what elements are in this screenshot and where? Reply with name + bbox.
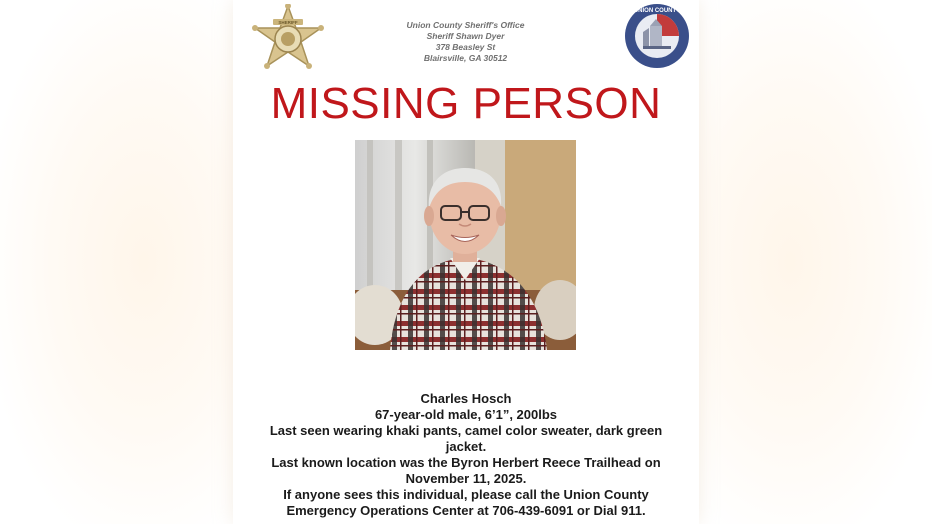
headline: MISSING PERSON <box>270 79 662 128</box>
missing-person-photo <box>355 140 576 350</box>
person-description: 67-year-old male, 6’1”, 200lbs <box>374 407 558 422</box>
background-right <box>696 0 932 524</box>
badge-text: SHERIFF <box>278 20 298 25</box>
background-left <box>0 0 240 524</box>
sheriff-star-badge-icon <box>251 4 325 76</box>
missing-person-poster <box>233 0 699 524</box>
clothing-line-2: jacket. <box>445 439 487 454</box>
union-county-seal-icon <box>623 2 691 70</box>
office-info <box>373 20 558 64</box>
location-line-1: Last known location was the Byron Herbert Reece Trailhead on <box>271 455 661 470</box>
office-city: Blairsville, GA 30512 <box>423 53 508 63</box>
person-name: Charles Hosch <box>420 391 512 406</box>
office-street: 378 Beasley St <box>435 42 496 52</box>
clothing-line-1: Last seen wearing khaki pants, camel color sweater, dark green <box>269 423 663 438</box>
sheriff-name: Sheriff Shawn Dyer <box>426 31 505 41</box>
office-name: Union County Sheriff's Office <box>406 20 525 30</box>
seal-text: UNION COUNTY <box>633 8 681 14</box>
contact-line-1: If anyone sees this individual, please call the Union County <box>283 487 649 502</box>
person-details <box>253 391 679 519</box>
contact-line-2: Emergency Operations Center at 706-439-6091 or Dial 911. <box>286 503 646 518</box>
location-line-2: November 11, 2025. <box>405 471 527 486</box>
